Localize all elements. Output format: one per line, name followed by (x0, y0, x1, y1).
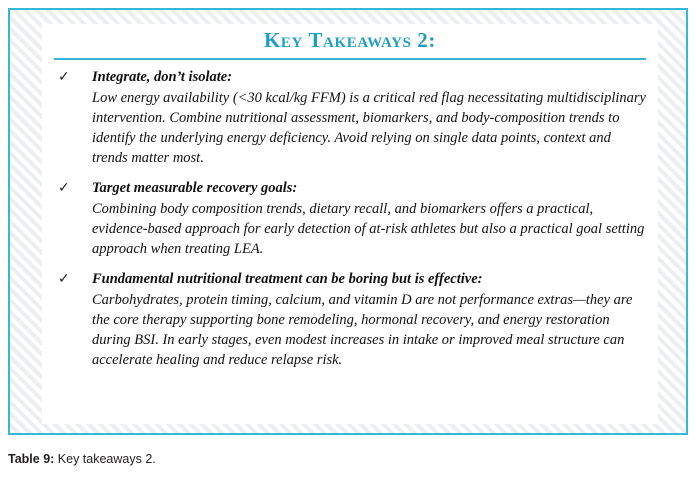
list-item (54, 270, 650, 370)
list-item (54, 68, 650, 168)
list-item-heading: Integrate, don’t isolate: (92, 69, 233, 85)
list-item (54, 179, 650, 259)
caption-label: Table 9: (8, 452, 55, 466)
key-takeaways-box (8, 8, 688, 435)
caption-text: Key takeaways 2. (57, 452, 156, 466)
list-item-body: Low energy availability (<30 kcal/kg FFM) is a critical red flag necessitating multidisciplinary intervention. Combine nutritional assessment, biomarkers, and body-composition trends to identify the underlying energy deficiency. Avoid relying on single data points, context and trends matter most. (92, 90, 646, 167)
title-divider (54, 58, 646, 60)
checkmark-icon: ✓ (58, 271, 70, 288)
takeaway-list (54, 68, 650, 381)
list-item-heading: Fundamental nutritional treatment can be boring but is effective: (92, 271, 483, 288)
checkmark-icon: ✓ (58, 180, 70, 197)
list-item-body: Combining body composition trends, dietary recall, and biomarkers offers a practical, evidence-based approach for early detection of at-risk athletes but also a practical goal setting approach when treating LEA. (92, 201, 645, 258)
table-caption (8, 452, 156, 466)
list-item-heading: Target measurable recovery goals: (92, 180, 298, 197)
list-item-body: Carbohydrates, protein timing, calcium, and vitamin D are not performance extras—they are the core therapy supporting bone remodeling, hormonal recovery, and energy restoration during BSI. In early stages, even modest increases in intake or improved meal structure can accelerate healing and reduce relapse risk. (92, 292, 633, 369)
checkmark-icon: ✓ (58, 69, 70, 85)
box-title: Key Takeaways 2: (263, 28, 437, 52)
